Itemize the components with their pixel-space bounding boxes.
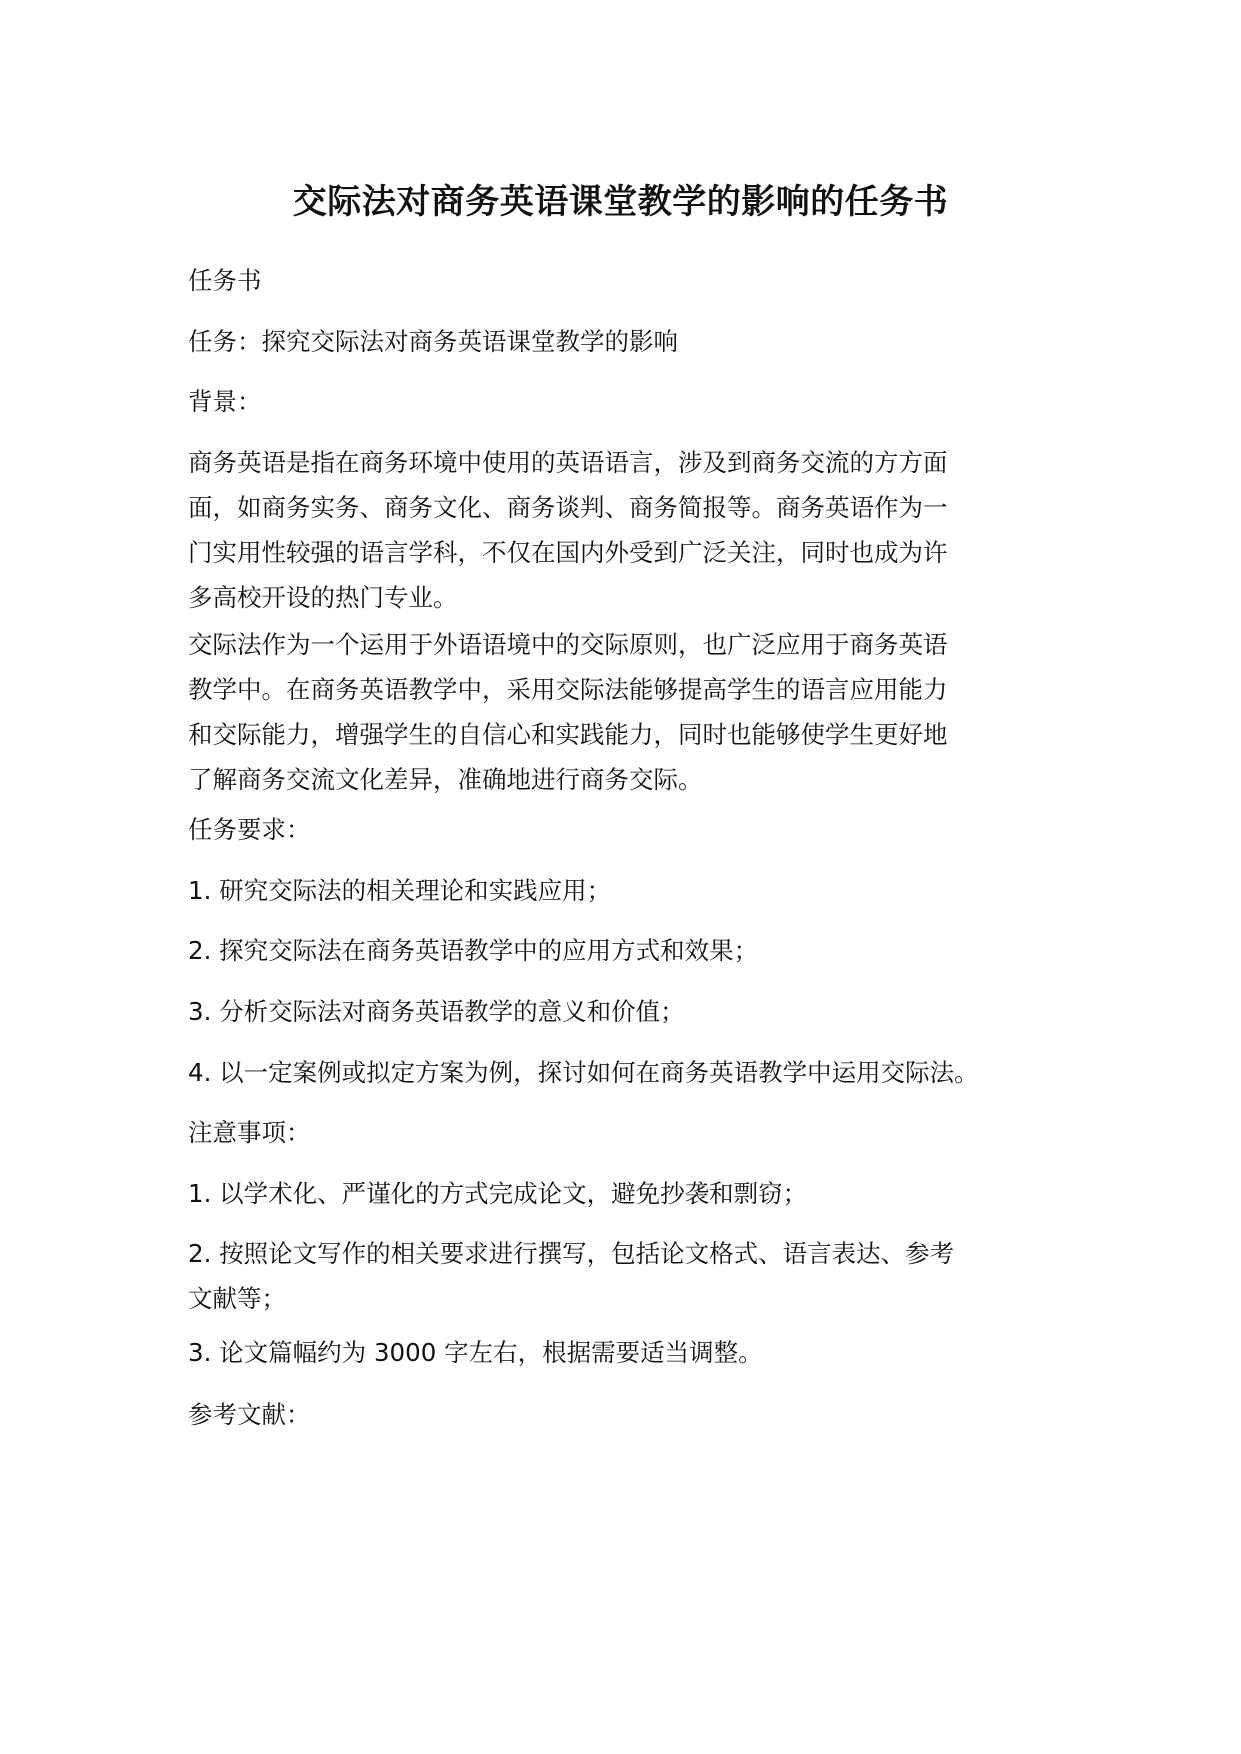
task-book-heading: 任务书: [188, 266, 262, 295]
paragraph-line: 文献等；: [188, 1284, 286, 1313]
task-line: 任务：探究交际法对商务英语课堂教学的影响: [188, 327, 678, 356]
requirement-item: 1. 研究交际法的相关理论和实践应用；: [188, 876, 612, 905]
references-heading: 参考文献：: [188, 1400, 311, 1429]
requirement-item: 2. 探究交际法在商务英语教学中的应用方式和效果；: [188, 936, 759, 965]
requirement-item: 3. 分析交际法对商务英语教学的意义和价值；: [188, 997, 685, 1026]
paragraph-line: 面，如商务实务、商务文化、商务谈判、商务简报等。商务英语作为一: [188, 493, 948, 522]
background-heading: 背景：: [188, 387, 262, 416]
document-title: 交际法对商务英语课堂教学的影响的任务书: [292, 182, 949, 222]
paragraph-line: 和交际能力，增强学生的自信心和实践能力，同时也能够使学生更好地: [188, 720, 948, 749]
paragraph-line: 交际法作为一个运用于外语语境中的交际原则，也广泛应用于商务英语: [188, 630, 948, 659]
requirement-item: 4. 以一定案例或拟定方案为例，探讨如何在商务英语教学中运用交际法。: [188, 1058, 979, 1087]
paragraph-line: 教学中。在商务英语教学中，采用交际法能够提高学生的语言应用能力: [188, 675, 948, 704]
paragraph-line: 商务英语是指在商务环境中使用的英语语言，涉及到商务交流的方方面: [188, 448, 948, 477]
paragraph-line: 门实用性较强的语言学科，不仅在国内外受到广泛关注，同时也成为许: [188, 538, 948, 567]
paragraph-line: 多高校开设的热门专业。: [188, 583, 458, 612]
notes-heading: 注意事项：: [188, 1118, 311, 1147]
background-paragraph-2: [188, 622, 1054, 802]
background-paragraph-1: [188, 440, 1054, 620]
note-item: [188, 1231, 1054, 1321]
note-item: 3. 论文篇幅约为 3000 字左右，根据需要适当调整。: [188, 1338, 763, 1367]
paragraph-line: 了解商务交流文化差异，准确地进行商务交际。: [188, 765, 703, 794]
note-item: 1. 以学术化、严谨化的方式完成论文，避免抄袭和剽窃；: [188, 1179, 808, 1208]
requirements-heading: 任务要求：: [188, 815, 311, 844]
paragraph-line: 2. 按照论文写作的相关要求进行撰写，包括论文格式、语言表达、参考: [188, 1239, 955, 1268]
